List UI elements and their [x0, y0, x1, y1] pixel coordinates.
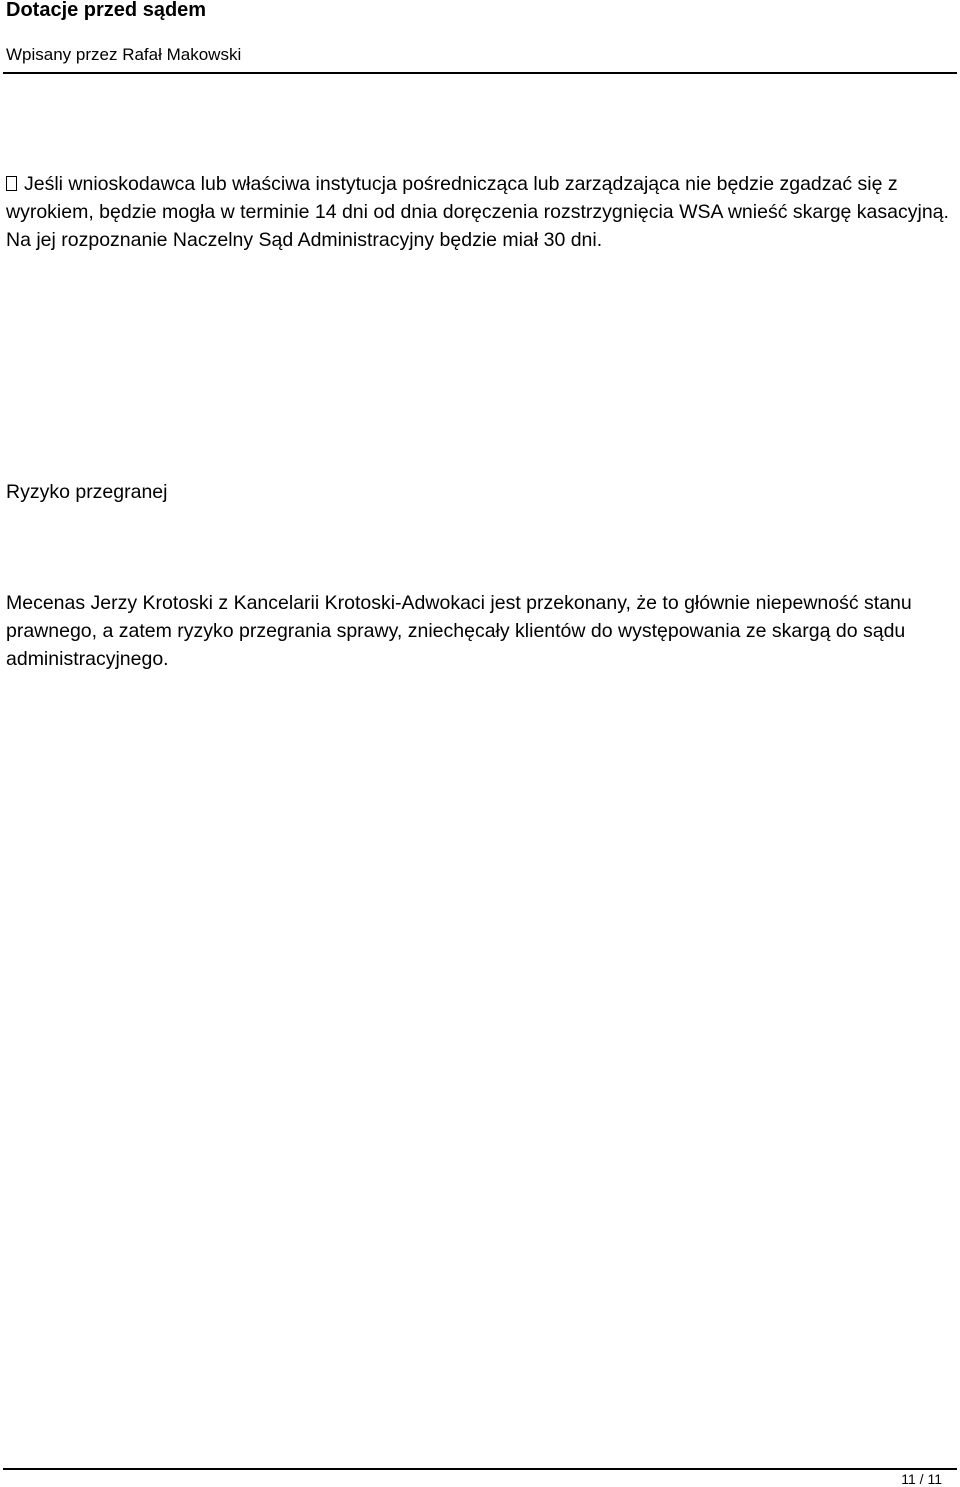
- page-number: 11 / 11: [901, 1471, 942, 1487]
- paragraph-kasacja-text: Jeśli wnioskodawca lub właściwa instytucja pośrednicząca lub zarządzająca nie będzie zgadzać się z wyrokiem, będzie mogła w terminie 14 dni od dnia doręczenia rozstrzygnięcia WSA wnieść skargę kasacyjną. Na jej rozpoznanie Naczelny Sąd Administracyjny będzie miał 30 dni.: [6, 173, 949, 251]
- document-title: Dotacje przed sądem: [6, 0, 207, 21]
- paragraph-kasacja: [6, 171, 954, 254]
- footer-divider: [3, 1468, 957, 1470]
- author-line: Wpisany przez Rafał Makowski: [6, 45, 242, 64]
- missing-glyph-icon: [6, 176, 17, 191]
- section-heading: Ryzyko przegranej: [6, 481, 168, 503]
- paragraph-krotoski: Mecenas Jerzy Krotoski z Kancelarii Krotoski-Adwokaci jest przekonany, że to głównie niepewność stanu prawnego, a zatem ryzyko przegrania sprawy, zniechęcały klientów do występowania ze skargą do sądu administracyjnego.: [6, 592, 912, 670]
- header-divider: [3, 72, 957, 74]
